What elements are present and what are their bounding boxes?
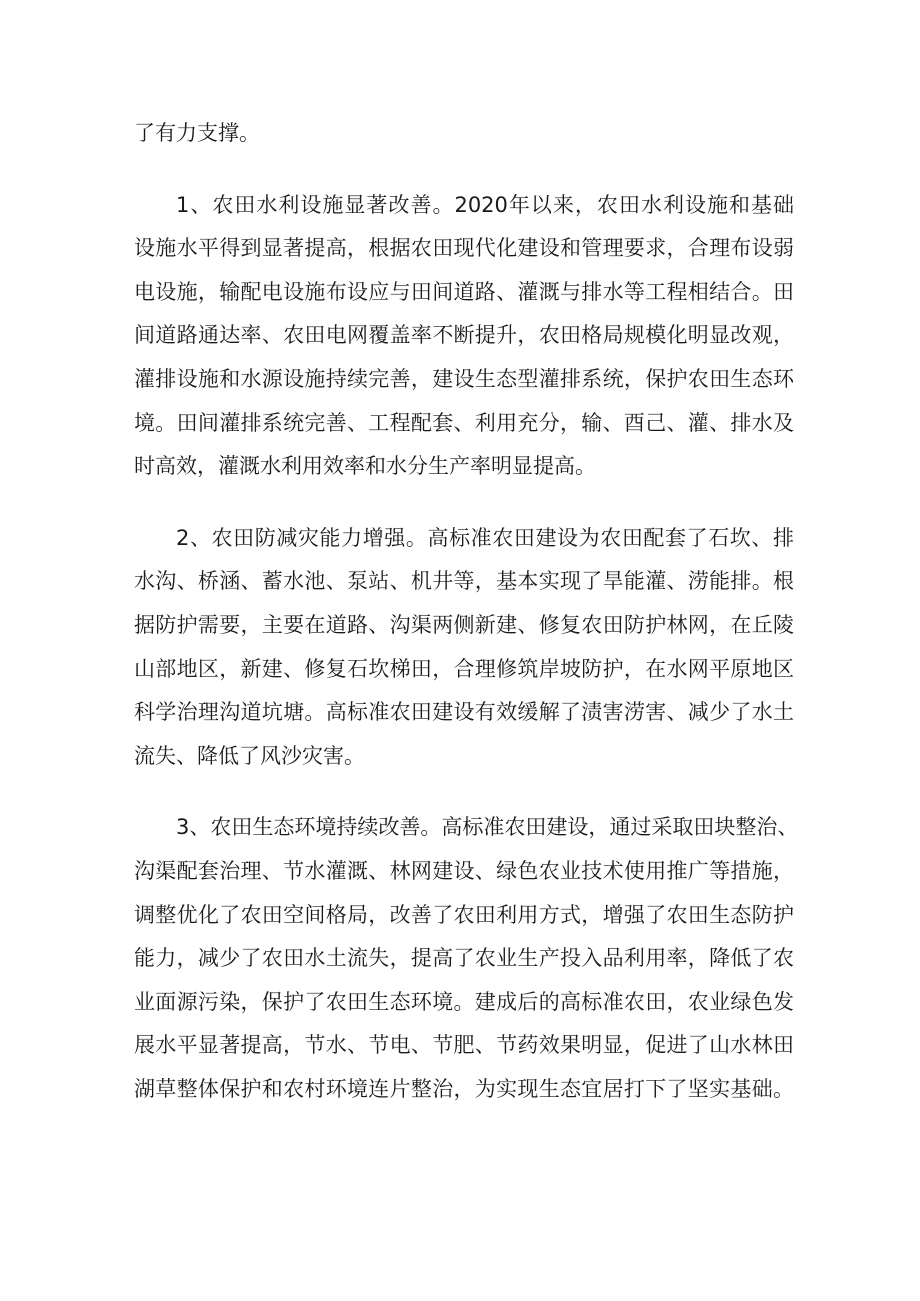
- paragraph-line: 水沟、桥涵、蓄水池、泵站、机井等，基本实现了旱能灌、涝能排。根: [134, 569, 794, 594]
- paragraph-line: 流失、降低了风沙灾害。: [134, 743, 365, 768]
- paragraph-line: 灌排设施和水源设施持续完善，建设生态型灌排系统，保护农田生态环: [134, 366, 794, 391]
- paragraph-line: 间道路通达率、农田电网覆盖率不断提升，农田格局规模化明显改观，: [134, 323, 794, 348]
- paragraph-line: 电设施，输配电设施布设应与田间道路、灌溉与排水等工程相结合。田: [134, 279, 794, 304]
- paragraph-gap: [134, 156, 794, 184]
- paragraph-line: 境。田间灌排系统完善、工程配套、利用充分，输、酉己、灌、排水及: [134, 410, 794, 435]
- paragraph-3: [134, 806, 799, 1111]
- document-body: [134, 112, 799, 1111]
- paragraph-line: 科学治理沟道坑塘。高标准农田建设有效缓解了渍害涝害、减少了水土: [134, 700, 794, 725]
- paragraph-line: 业面源污染，保护了农田生态环境。建成后的高标准农田，农业绿色发: [134, 989, 794, 1014]
- paragraph-line: 沟渠配套治理、节水灌溉、林网建设、绿色农业技术使用推广等措施，: [134, 858, 794, 883]
- paragraph-2: [134, 517, 794, 779]
- paragraph-line: 时高效，灌溉水利用效率和水分生产率明显提高。: [134, 454, 596, 479]
- paragraph-line: 设施水平得到显著提高，根据农田现代化建设和管理要求，合理布设弱: [134, 236, 794, 261]
- paragraph-line: 3、农田生态环境持续改善。高标准农田建设，通过采取田块整治、: [176, 815, 799, 840]
- paragraph-line: 能力，减少了农田水土流失，提高了农业生产投入品利用率，降低了农: [134, 946, 794, 971]
- paragraph-1: [134, 184, 794, 489]
- paragraph-line: 湖草整体保护和农村环境连片整治，为实现生态宜居打下了坚实基础。: [134, 1076, 794, 1101]
- paragraph-line: 据防护需要，主要在道路、沟渠两侧新建、修复农田防护林网，在丘陵: [134, 612, 794, 637]
- intro-tail-line: 了有力支撑。: [134, 121, 260, 145]
- paragraph-line: 展水平显著提高，节水、节电、节肥、节药效果明显，促进了山水林田: [134, 1033, 794, 1058]
- paragraph-line: 山部地区，新建、修复石坎梯田，合理修筑岸坡防护，在水网平原地区: [134, 656, 794, 681]
- paragraph-line: 2、农田防减灾能力增强。高标准农田建设为农田配套了石坎、排: [176, 525, 794, 550]
- paragraph-line: 调整优化了农田空间格局，改善了农田利用方式，增强了农田生态防护: [134, 902, 794, 927]
- paragraph-line: 1、农田水利设施显著改善。2020年以来，农田水利设施和基础: [176, 192, 794, 217]
- paragraph-gap: [134, 778, 794, 806]
- paragraph-gap: [134, 489, 794, 517]
